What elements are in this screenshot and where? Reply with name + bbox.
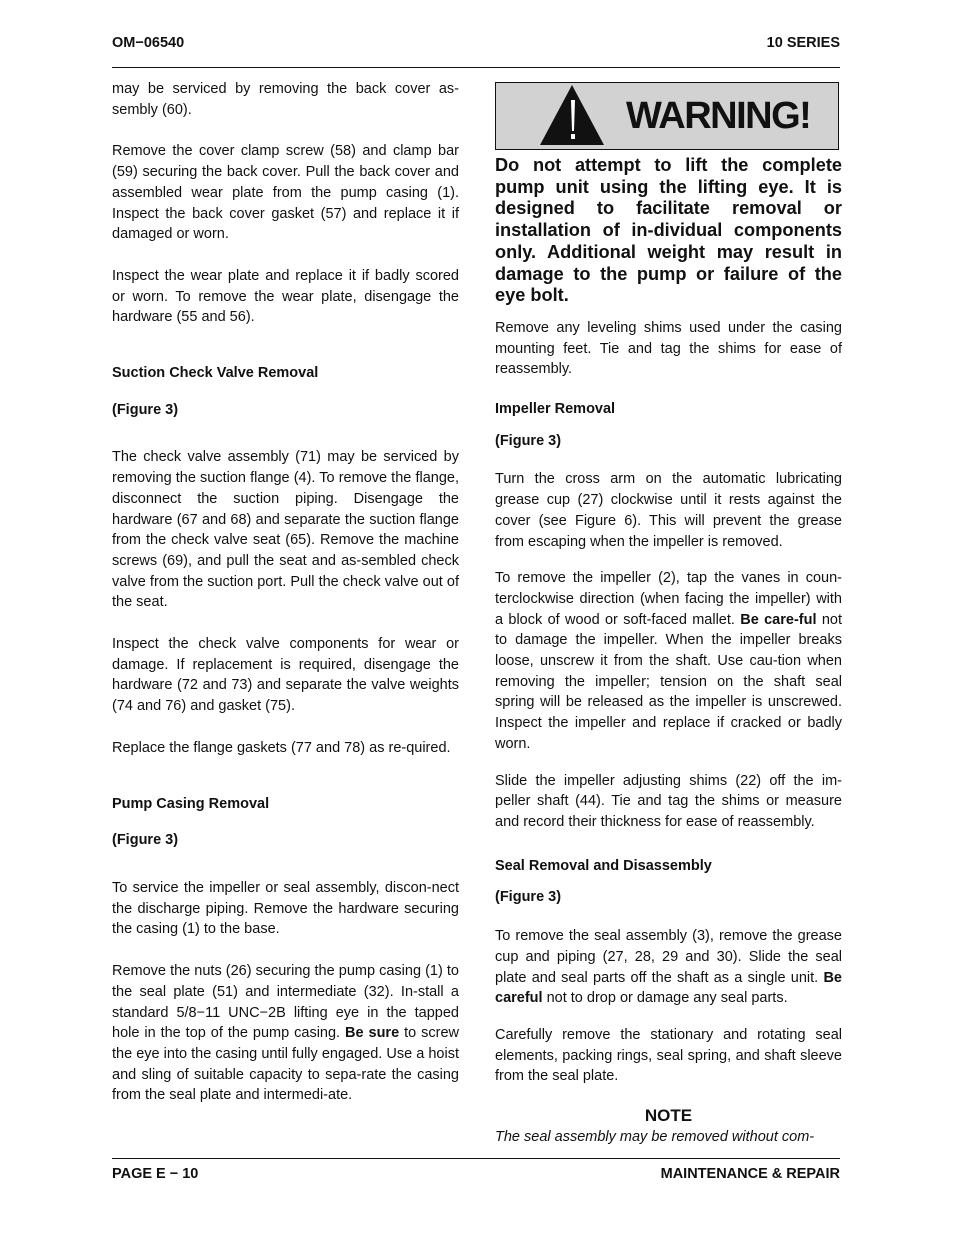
series-label: 10 SERIES (766, 35, 840, 51)
note-heading: NOTE (644, 1106, 693, 1126)
header-rule (112, 67, 840, 68)
figure-reference: (Figure 3) (495, 432, 562, 449)
left-column (112, 79, 459, 1106)
footer-rule (112, 1158, 840, 1159)
section-heading: Impeller Removal (495, 401, 616, 418)
warning-banner (495, 82, 839, 150)
paragraph (495, 926, 842, 1009)
warning-label: WARNING! (626, 95, 811, 137)
paragraph (495, 568, 842, 754)
figure-reference: (Figure 3) (495, 889, 562, 906)
paragraph: Remove any leveling shims used under the casing mounting feet. Tie and tag the shims for ease of reassembly. (495, 319, 842, 378)
text-run: not to damage the impeller. When the impeller breaks loose, unscrew it from the shaft. Use cau-tion when removing the impeller; tension on the shaft seal spring will be released as the impeller is unscrewed. Inspect the impeller and replace if cracked or badly worn. (495, 611, 842, 752)
paragraph: Inspect the wear plate and replace it if badly scored or worn. To remove the wear plate, disengage the hardware (55 and 56). (112, 267, 459, 326)
text-run: To remove the impeller (2), tap the vanes in coun-terclockwise direction (when facing the impeller) with a block of wood or soft-faced mallet. (495, 570, 842, 628)
paragraph: Slide the impeller adjusting shims (22) off the im-peller shaft (44). Tie and tag the shims or measure and record their thickness for ease of reassembly. (495, 772, 842, 830)
figure-reference: (Figure 3) (112, 832, 179, 849)
paragraph: To service the impeller or seal assembly, discon-nect the discharge piping. Remove the hardware securing the casing (1) to the base. (112, 879, 459, 938)
section-heading: Seal Removal and Disassembly (495, 857, 712, 874)
page-header (112, 35, 840, 51)
text-run: to screw the eye into the casing until fully engaged. Use a hoist and sling of suitable capacity to sepa-rate the casing from the seal plate and intermedi-ate. (112, 1025, 459, 1104)
paragraph: Replace the flange gaskets (77 and 78) as re-quired. (112, 739, 451, 756)
warning-message: Do not attempt to lift the complete pump unit using the lifting eye. It is designed to facilitate removal or installation of in-dividual components only. Additional weight may result in damage to the pump or failure of the eye bolt. (495, 155, 842, 306)
emphasis-text: Be sure (345, 1025, 400, 1042)
paragraph: may be serviced by removing the back cover as-sembly (60). (112, 81, 459, 118)
document-id: OM−06540 (112, 35, 185, 51)
paragraph: Remove the cover clamp screw (58) and clamp bar (59) securing the back cover. Pull the back cover and assembled wear plate from the pump casing (1). Inspect the back cover gasket (57) and replace it if damaged or worn. (112, 143, 459, 243)
section-heading: Suction Check Valve Removal (112, 365, 319, 382)
page-number: PAGE E − 10 (112, 1166, 199, 1182)
section-heading: Pump Casing Removal (112, 795, 270, 812)
text-run: not to drop or damage any seal parts. (542, 990, 788, 1007)
text-run: To remove the seal assembly (3), remove the grease cup and piping (27, 28, 29 and 30). Slide the seal plate and seal parts off the shaft as a single unit. (495, 928, 842, 986)
text-run: Remove the nuts (26) securing the pump casing (1) to the seal plate (51) and intermediate (32). In-stall a standard 5/8−11 UNC−2B lifting eye in the tapped hole in the top of the pump casing. (112, 963, 459, 1042)
emphasis-text: Be careful (495, 969, 842, 1007)
emphasis-text: Be care-ful (740, 611, 817, 628)
right-column (495, 79, 842, 1147)
page-footer (112, 1166, 840, 1182)
figure-reference: (Figure 3) (112, 401, 179, 418)
section-title: MAINTENANCE & REPAIR (660, 1166, 840, 1182)
paragraph: The check valve assembly (71) may be serviced by removing the suction flange (4). To remove the flange, disconnect the suction piping. Disengage the hardware (67 and 68) and separate the suction flange from the check valve seat (65). Remove the machine screws (69), and pull the seat and as-sembled check valve from the suction port. Pull the check valve out of the seat. (112, 449, 459, 611)
paragraph: Carefully remove the stationary and rotating seal elements, packing rings, seal spring, and shaft sleeve from the seal plate. (495, 1026, 842, 1085)
note-text: The seal assembly may be removed without com- (495, 1128, 815, 1145)
paragraph: Turn the cross arm on the automatic lubricating grease cup (27) clockwise until it rests against the cover (see Figure 6). This will prevent the grease from escaping when the impeller is removed. (495, 471, 842, 550)
paragraph: Inspect the check valve components for wear or damage. If replacement is required, disengage the hardware (72 and 73) and separate the valve weights (74 and 76) and gasket (75). (112, 636, 459, 715)
paragraph (112, 961, 459, 1106)
